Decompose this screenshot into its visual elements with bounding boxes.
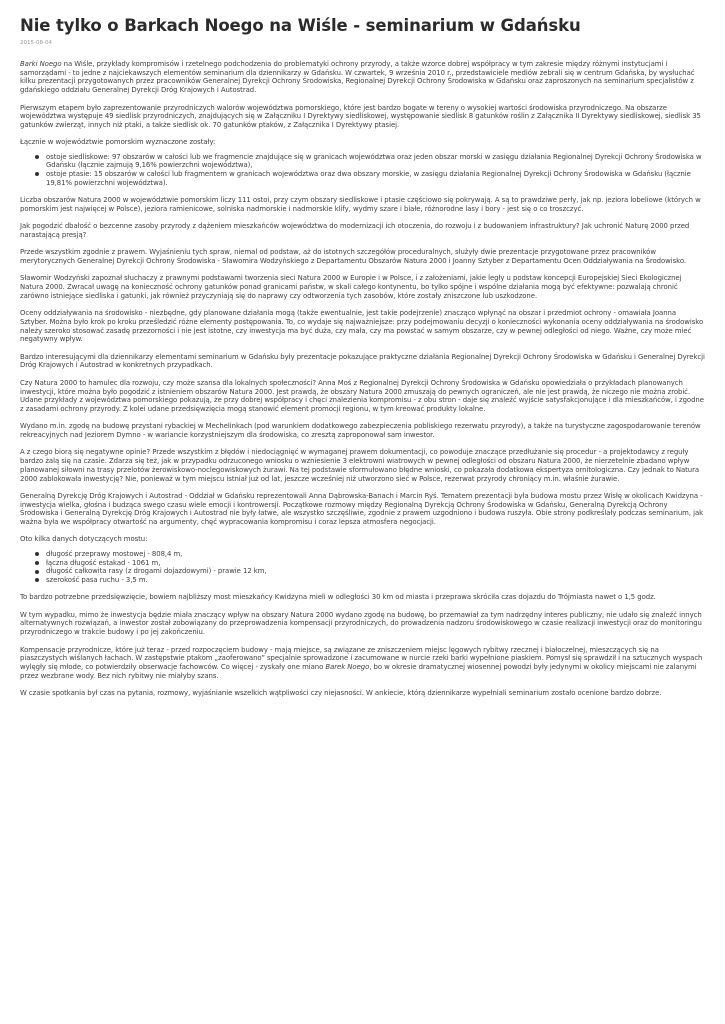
paragraph-12: A z czego biorą się negatywne opinie? Przede wszystkim z błędów i niedociągnięć w wymaganej prawem dokumentacji, co powoduje znaczące przedłużanie się procedur - a projektodawcy z reguły bardzo żalą się na czasie. Zdarza się też, jak w przypadku odrzuconego wniosku o wzniesienie 3 elektrowni wiatrowych w pewnej odległości od obszaru Natura 2000, że nierzetelnie zbadano wpływ planowanej siłowni na trasy przelotów żerowiskowo-noclegowiskowych żurawi. Na tej podstawie sformułowano błędne wnioski, co pokazała dodatkowa ekspertyza ornitologiczna. Czy jednak to Natura 2000 zablokowała inwestycję? Nie, ponieważ w tym miejscu istniał już od lat, jeszcze wcześniej niż utworzono sieć w Polsce, rezerwat przyrody chroniący m.in. właśnie żurawie. <box>20 448 700 483</box>
paragraph-3: Łącznie w województwie pomorskim wyznaczone zostały: <box>20 138 216 147</box>
paragraph-7: Sławomir Wodzyński zapoznał słuchaczy z prawnymi podstawami tworzenia sieci Natura 2000 w Europie i w Polsce, i z założeniami, jakie legły u podstaw koncepcji Europejskiej Sieci Ekologicznej Natura 2000. Zwracał uwagę na konieczność ochrony gatunków ponad granicami państw, w skali całego kontynentu, bo tylko spójne i wspólne działania mogą być efektywne: pozwalają chronić zarówno istniejące siedliska i gatunki, jak również przyczyniają się do naprawy czy odtworzenia tych zasobów, które zostały zniszczone lub uszkodzone. <box>20 274 682 300</box>
article-title: Nie tylko o Barkach Noego na Wiśle - seminarium w Gdańsku <box>20 16 581 35</box>
paragraph-11: Wydano m.in. zgodę na budowę przystani rybackiej w Mechelinkach (pod warunkiem dodatkowego zabezpieczenia pobliskiego rezerwatu przyrody), a także na turystyczne zagospodarowanie terenów rekreacyjnych nad Jeziorem Dymno - w wariancie korzystniejszym dla środowiska, co zresztą zaproponował sam inwestor. <box>20 422 701 440</box>
list-item: łączna długość estakad - 1061 m, <box>38 559 705 568</box>
paragraph-13: Generalną Dyrekcję Dróg Krajowych i Autostrad - Oddział w Gdańsku reprezentowali Anna Dąbrowska-Banach i Marcin Ryś. Tematem prezentacji była budowa mostu przez Wisłę w okolicach Kwidzyna - inwestycja wielka, głośna i budząca swego czasu wiele emocji i kontrowersji. Początkowe rozmowy między Regionalną Dyrekcją Ochrony Środowiska w Gdańsku, Generalną Dyrekcją Ochrony Środowiska i Generalną Dyrekcję Dróg Krajowych i Autostrad nie były łatwe, ale wszystko szczęśliwie, zgodnie z prawem uzgodniono i budowa ruszyła. Obie strony podkreślały podczas seminarium, jak ważna była we współpracy otwartość na argumenty, chęć wypracowania kompromisu i coraz lepsza atmosfera negocjacji. <box>20 491 704 527</box>
paragraph-5: Jak pogodzić dbałość o bezcenne zasoby przyrody z dążeniem mieszkańców województwa do modernizacji ich otoczenia, do rozwoju i z budowaniem infrastruktury? Jak uchronić Naturę 2000 przed narastającą presją? <box>20 222 690 239</box>
paragraph-intro <box>20 60 705 95</box>
paragraph-16: W tym wypadku, mimo że inwestycja będzie miała znaczący wpływ na obszary Natura 2000 wydano zgodę na budowę, bo przemawiał za tym nadrzędny interes publiczny, nie udało się znaleźć innych alternatywnych rozwiązań, a inwestor został zobowiązany do przeprowadzenia kompensacji przyrodniczych, do prowadzenia nadzoru środowiskowego w czasie realizacji inwestycji oraz do monitoringu przyrodniczego w trakcie budowy i po jej zakończeniu. <box>20 610 702 637</box>
list-item: długość przeprawy mostowej - 808,4 m, <box>38 550 705 559</box>
p17-text-before: Kompensacje przyrodnicze, które już teraz - przed rozpoczęciem budowy - mają miejsce, są związane ze zniszczeniem miejsc lęgowych rybitwy rzecznej i białoczelnej, mieszczących się na piaszczystych wiślanych łachach. W zastępstwie ptakom „zaoferowano” specjalnie sprowadzone i zacumowane w nurcie rzeki barki wypełnione piaskiem. Pomysł się sprawdził i na sztucznych wyspach wylęgły się młode, co potwierdziły obserwacje fachowców. Co więcej - zyskały one miano <box>20 645 703 671</box>
paragraph-2: Pierwszym etapem było zaprezentowanie przyrodniczych walorów województwa pomorskiego, które jest bardzo bogate w tereny o wysokiej wartości środowiska przyrodniczego. Na obszarze województwa występuje 49 siedlisk przyrodniczych, znajdujących się w Załączniku I Dyrektywy siedliskowej, występowanie siedlisk 8 gatunków roślin z Załącznika II Dyrektywy siedliskowej, siedlisk 35 gatunków zwierząt, innych niż ptaki, a także siedlisk ok. 70 gatunków ptaków, z Załącznika I Dyrektywy ptasiej. <box>20 103 701 129</box>
paragraph-10: Czy Natura 2000 to hamulec dla rozwoju, czy może szansa dla lokalnych społeczności? Anna Moś z Regionalnej Dyrekcji Ochrony Środowiska w Gdańsku opowiedziała o przykładach planowanych inwestycji, które można było pogodzić z istnieniem obszarów Natura 2000. Jest prawdą, że obszary Natura 2000 zmuszają do pewnych ograniczeń, ale nie jest prawdą, że niczego nie można zrobić. Udane przykłady z województwa pomorskiego pokazują, że przy dobrej współpracy i chęci znalezienia kompromisu - z obu stron - daje się znaleźć wyjście satysfakcjonujące i dla mieszkańców, i zgodne z zasadami ochrony przyrody. Z kolei udane przedsięwzięcia mogą stanowić element promocji regionu, w tym kreować produkty lokalne. <box>20 378 704 413</box>
list-item: ostoje ptasie: 15 obszarów w całości lub fragmentem w granicach województwa oraz dwa obszary morskie, w zasięgu działania Regionalnej Dyrekcji Ochrony Środowiska w Gdańsku (łącznie 19,81% powierzchni województwa). <box>38 170 705 187</box>
list-item: szerokość pasa ruchu - 3,5 m. <box>38 576 705 585</box>
p17-emphasis: Barek Noego <box>325 662 370 671</box>
p17-text-after: , bo w okresie dramatycznej wiosennej powodzi były jedynymi w okolicy miejscami nie zalanymi przez wezbrane wody. Bez nich rybitwy nie miałyby szans. <box>20 662 697 680</box>
bridge-data-list <box>20 550 705 585</box>
intro-emphasis: Barki Noego <box>20 60 62 68</box>
paragraph-14: Oto kilka danych dotyczących mostu: <box>20 535 148 544</box>
paragraph-6: Przede wszystkim zgodnie z prawem. Wyjaśnieniu tych spraw, niemal od podstaw, aż do istotnych szczegółów proceduralnych, służyły dwie prezentacje przygotowane przez pracowników merytorycznych Generalnej Dyrekcji Ochrony Środowiska - Sławomira Wodzyńskiego z Departamentu Obszarów Natura 2000 i Joanny Sztyber z Departamentu Ocen Oddziaływania na Środowisko. <box>20 248 687 266</box>
paragraph-8: Oceny oddziaływania na środowisko - niezbędne, gdy planowane działania mogą (także ewentualnie, jest takie podejrzenie) znacząco wpłynąć na obszar i przedmiot ochrony - omawiała Joanna Sztyber. Można było krok po kroku prześledzić różne elementy postępowania. To, co wydaje się najważniejsze: przy podejmowaniu decyzji o konieczności wykonania oceny oddziaływania na środowisko należy szeroko stosować zasadę przezorności i nie jest istotne, czy inwestycja ma być duża, czy mała, czy ma powstać w samym obszarze, czy w pewnej odległości od niego. Ważne, czy może mieć negatywny wpływ. <box>20 309 704 344</box>
paragraph-18: W czasie spotkania był czas na pytania, rozmowy, wyjaśnianie wszelkich wątpliwości czy niejasności. W ankiecie, którą dziennikarze wypełniali seminarium zostało ocenione bardzo dobrze. <box>20 689 662 698</box>
natura-sites-list <box>20 153 705 188</box>
list-item: ostoje siedliskowe: 97 obszarów w całości lub we fragmencie znajdujące się w granicach województwa oraz jeden obszar morski w zasięgu działania Regionalnej Dyrekcji Ochrony Środowiska w Gdańsku (łącznie zajmują 9,16% powierzchni województwa), <box>38 153 705 170</box>
paragraph-9: Bardzo interesującymi dla dziennikarzy elementami seminarium w Gdańsku były prezentacje pokazujące praktyczne działania Regionalnej Dyrekcji Ochrony Środowiska w Gdańsku i Generalnej Dyrekcji Dróg Krajowych i Autostrad w konkretnych przypadkach. <box>20 352 705 370</box>
article-date: 2015-08-04 <box>20 40 52 46</box>
paragraph-17 <box>20 646 705 681</box>
intro-text: na Wiśle, przykłady kompromisów i rzetelnego podchodzenia do problematyki ochrony przyrody, a także wzorce dobrej współpracy w tym zakresie między różnymi instytucjami i samorządami - to jedne z najciekawszych elementów seminarium dla dziennikarzy w Gdańsku. W czwartek, 9 września 2010 r., przedstawiciele mediów zebrali się w centrum Gdańska, by wysłuchać kilku prezentacji przygotowanych przez pracowników Generalnej Dyrekcji Ochrony Środowiska, Regionalnej Dyrekcji Ochrony Środowiska w Gdańsku oraz zaproszonych na seminarium specjalistów z gdańskiego oddziału Generalnej Dyrekcji Dróg Krajowych i Autostrad. <box>20 60 695 95</box>
paragraph-15: To bardzo potrzebne przedsięwzięcie, bowiem najbliższy most mieszkańcy Kwidzyna mieli w odległości 30 km od miasta i przeprawa skróciła czas dojazdu do Trójmiasta nawet o 1,5 godz. <box>20 593 656 602</box>
list-item: długość całkowita rasy (z drogami dojazdowymi) - prawie 12 km, <box>38 567 705 576</box>
paragraph-4: Liczba obszarów Natura 2000 w województwie pomorskim liczy 111 ostoi, przy czym obszary siedliskowe i ptasie częściowo się pokrywają. A są to prawdziwe perły, jak np. jeziora lobeliowe (których w pomorskim jest najwięcej w Polsce), jeziora ramienicowe, solniska nadmorskie i nadmorskie klify, wydmy szare i białe, różnorodne lasy i bory - jest się o co troszczyć. <box>20 196 701 213</box>
